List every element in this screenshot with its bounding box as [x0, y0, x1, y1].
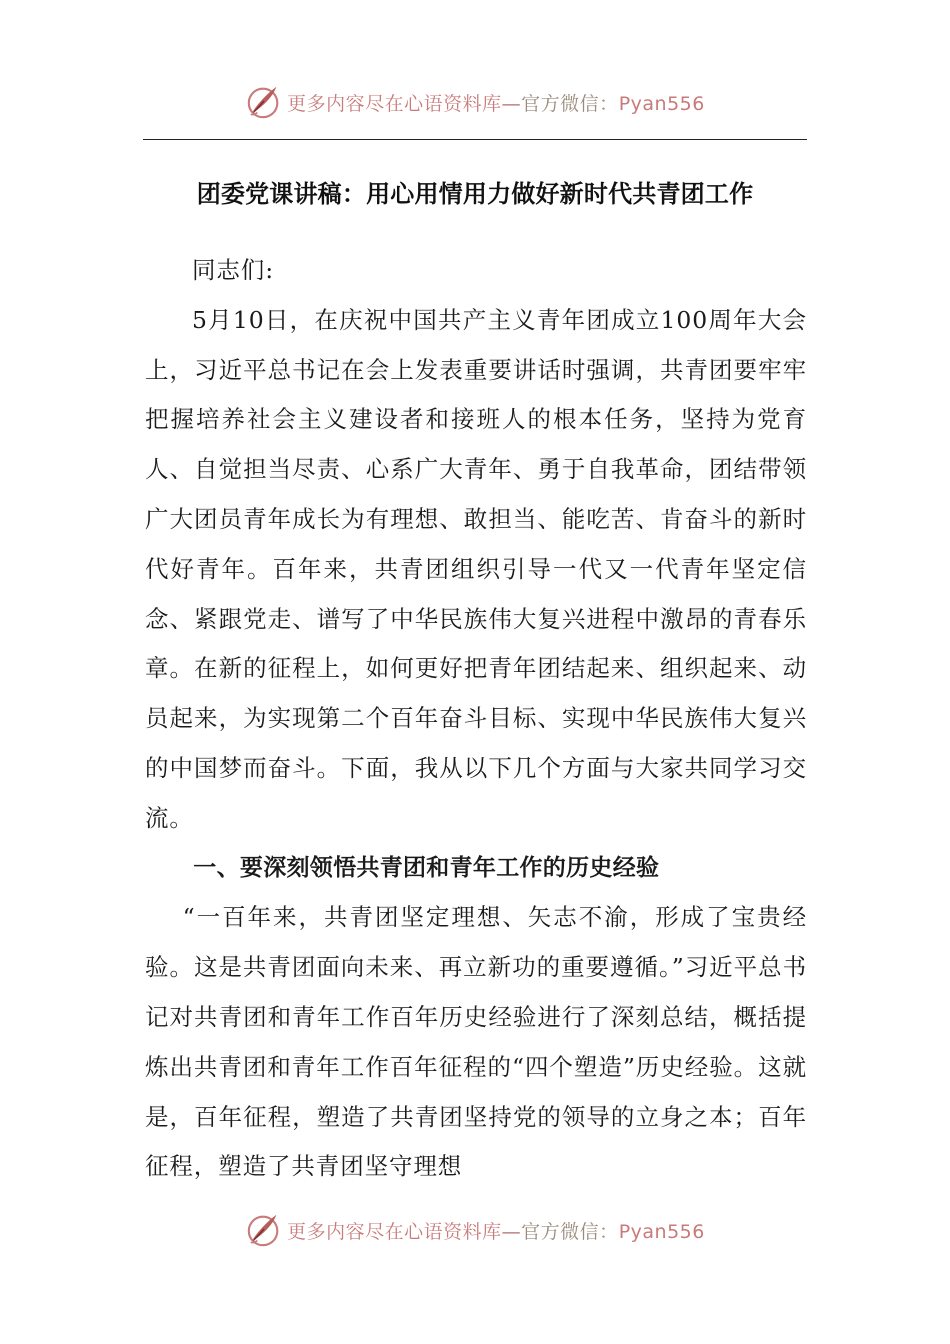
watermark-dash: — [501, 92, 522, 115]
watermark-text [287, 89, 705, 116]
quill-logo-icon [245, 83, 283, 121]
watermark-dash: — [501, 1220, 522, 1243]
section-1-heading: 一、要深刻领悟共青团和青年工作的历史经验 [193, 854, 660, 881]
watermark-wechat-label: 官方微信： [521, 1220, 619, 1243]
header-watermark [0, 82, 950, 122]
paragraph-2: “一百年来，共青团坚定理想、矢志不渝，形成了宝贵经验。这是共青团面向未来、再立新功的重要遵循。”习近平总书记对共青团和青年工作百年历史经验进行了深刻总结，概括提炼出共青团和青年工作百年征程的“四个塑造”历史经验。这就是，百年征程，塑造了共青团坚持党的领导的立身之本；百年征程，塑造了共青团坚守理想 [145, 903, 807, 1181]
document-body [145, 246, 807, 1192]
watermark-text [287, 1217, 705, 1244]
watermark-handle: Pyan556 [618, 1220, 705, 1243]
footer-watermark [0, 1210, 950, 1250]
watermark-main: 更多内容尽在心语资料库 [287, 92, 502, 115]
watermark-wechat-label: 官方微信： [521, 92, 619, 115]
document-title: 团委党课讲稿：用心用情用力做好新时代共青团工作 [196, 180, 754, 208]
quill-logo-icon [245, 1211, 283, 1249]
watermark-main: 更多内容尽在心语资料库 [287, 1220, 502, 1243]
watermark-handle: Pyan556 [618, 92, 705, 115]
salutation: 同志们: [192, 256, 275, 284]
paragraph-1: 5月10日，在庆祝中国共产主义青年团成立100周年大会上，习近平总书记在会上发表重要讲话时强调，共青团要牢牢把握培养社会主义建设者和接班人的根本任务，坚持为党育人、自觉担当尽责、心系广大青年、勇于自我革命，团结带领广大团员青年成长为有理想、敢担当、能吃苦、肯奋斗的新时代好青年。百年来，共青团组织引导一代又一代青年坚定信念、紧跟党走、谱写了中华民族伟大复兴进程中激昂的青春乐章。在新的征程上，如何更好把青年团结起来、组织起来、动员起来，为实现第二个百年奋斗目标、实现中华民族伟大复兴的中国梦而奋斗。下面，我从以下几个方面与大家共同学习交流。 [145, 305, 807, 832]
header-divider [143, 139, 807, 140]
